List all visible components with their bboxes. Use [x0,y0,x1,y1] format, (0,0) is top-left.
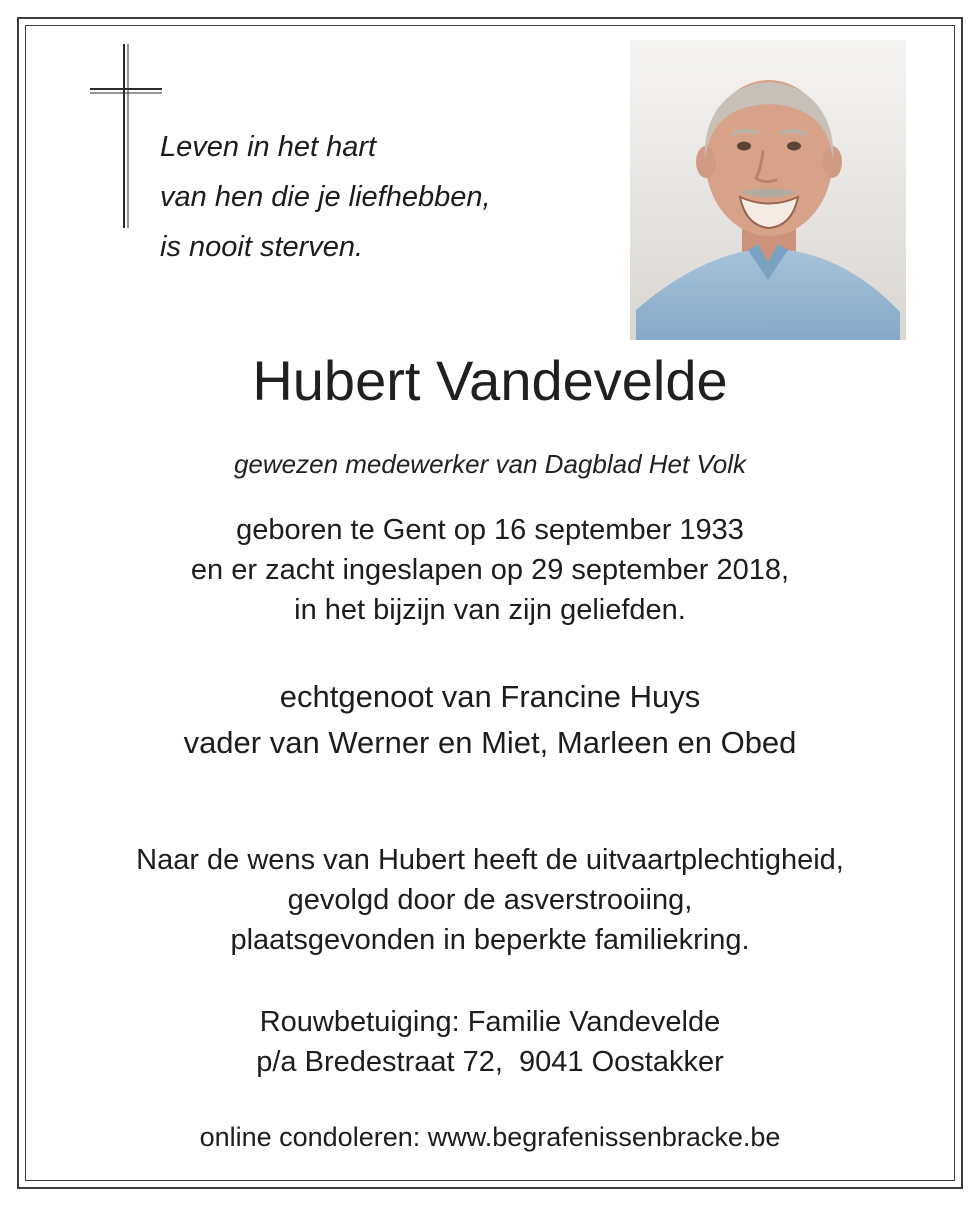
condolence-line: Rouwbetuiging: Familie Vandevelde [259,1006,721,1038]
portrait-photo [630,40,906,340]
ceremony-text [0,840,980,960]
family-text [0,674,980,766]
family-line: vader van Werner en Miet, Marleen en Obed [183,725,797,760]
birth-death-line: geboren te Gent op 16 september 1933 [236,514,744,546]
birth-death-line: en er zacht ingeslapen op 29 september 2018, [190,554,790,586]
ceremony-line: Naar de wens van Hubert heeft de uitvaartplechtigheid, [136,844,844,876]
ceremony-line: gevolgd door de asverstrooiing, [287,884,693,916]
cross-icon [86,42,166,232]
birth-death-line: in het bijzijn van zijn geliefden. [294,594,686,626]
deceased-name: Hubert Vandevelde [252,349,728,412]
ceremony-line: plaatsgevonden in beperkte familiekring. [230,924,750,956]
memorial-quote [160,122,620,272]
condolence-line: p/a Bredestraat 72, 9041 Oostakker [256,1046,724,1078]
condolence-address [0,1002,980,1082]
quote-line: is nooit sterven. [160,231,364,263]
deceased-subtitle: gewezen medewerker van Dagblad Het Volk [233,449,747,479]
family-line: echtgenoot van Francine Huys [279,679,701,714]
quote-line: Leven in het hart [160,131,377,163]
birth-death-text [0,510,980,630]
quote-line: van hen die je liefhebben, [160,181,491,213]
online-condolence: online condoleren: www.begrafenissenbracke.be [199,1122,781,1152]
